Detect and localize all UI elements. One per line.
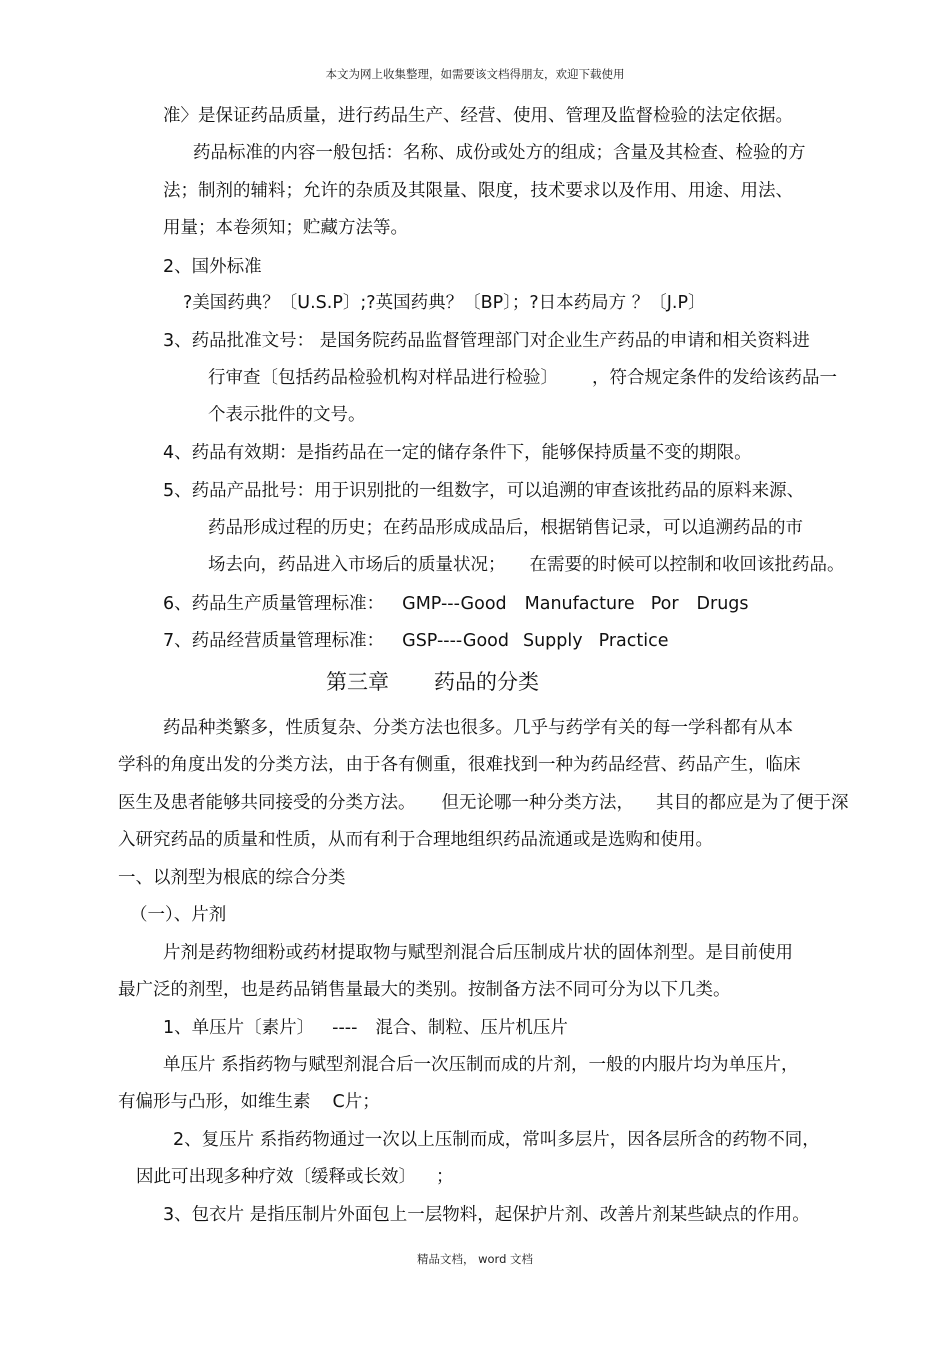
- text-segment: 7、药品经营质量管理标准：: [163, 631, 385, 651]
- text-line: 2、国外标准: [163, 257, 262, 277]
- text-line: ?美国药典？〔U.S.P〕;?英国药典？〔BP〕；?日本药局方 ？〔J.P〕: [183, 293, 706, 313]
- text-line: [118, 1090, 380, 1114]
- text-segment: 有偏形与凸形，如维生素: [118, 1092, 311, 1112]
- text-line: 片剂是药物细粉或药材提取物与赋型剂混合后压制成片状的固体剂型。是目前使用: [163, 943, 793, 963]
- text-segment: 场去向，药品进入市场后的质量状况；: [208, 555, 506, 575]
- text-segment: 医生及患者能够共同接受的分类方法。: [118, 793, 416, 813]
- text-line: 3、药品批准文号： 是国务院药品监督管理部门对企业生产药品的申请和相关资料进: [163, 331, 810, 351]
- text-line: [163, 592, 749, 616]
- text-line: [163, 1016, 568, 1040]
- text-segment: Supply: [522, 631, 583, 651]
- text-segment: 因此可出现多种疗效〔缓释或长效〕: [136, 1167, 416, 1187]
- chapter-title: [326, 668, 539, 696]
- text-line: [118, 791, 849, 815]
- text-segment: Por: [650, 594, 679, 614]
- text-line: 用量；本卷须知；贮藏方法等。: [163, 218, 408, 238]
- text-segment: ；: [436, 1167, 454, 1187]
- text-line: [208, 366, 837, 390]
- text-line: 2、复压片 系指药物通过一次以上压制而成，常叫多层片，因各层所含的药物不同，: [173, 1130, 820, 1150]
- text-segment: GSP----Good: [402, 631, 509, 651]
- text-line: 准〉是保证药品质量，进行药品生产、经营、使用、管理及监督检验的法定依据。: [163, 106, 793, 126]
- text-line: 最广泛的剂型，也是药品销售量最大的类别。按制备方法不同可分为以下几类。: [118, 980, 731, 1000]
- page-footer: 精品文档， word 文档: [416, 1252, 534, 1266]
- text-line: 3、包衣片 是指压制片外面包上一层物料，起保护片剂、改善片剂某些缺点的作用。: [163, 1205, 810, 1225]
- subsection-heading: （一）、片剂: [130, 905, 227, 925]
- text-segment: GMP---Good: [402, 594, 507, 614]
- text-segment: ----: [332, 1018, 358, 1038]
- text-segment: ，符合规定条件的发给该药品一: [592, 368, 837, 388]
- text-line: 药品标准的内容一般包括：名称、成份或处方的组成；含量及其检查、检验的方: [193, 143, 806, 163]
- text-line: 个表示批件的文号。: [208, 405, 366, 425]
- text-segment: Practice: [598, 631, 669, 651]
- text-line: 4、药品有效期：是指药品在一定的储存条件下，能够保持质量不变的期限。: [163, 443, 752, 463]
- text-line: [163, 629, 669, 653]
- chapter-number: 第三章: [326, 670, 389, 694]
- text-line: 药品形成过程的历史；在药品形成成品后，根据销售记录，可以追溯药品的市: [208, 518, 803, 538]
- text-segment: 行审查〔包括药品检验机构对样品进行检验〕: [208, 368, 558, 388]
- text-segment: C片；: [332, 1092, 380, 1112]
- text-line: 入研究药品的质量和性质，从而有利于合理地组织药品流通或是选购和使用。: [118, 830, 713, 850]
- text-line: 单压片 系指药物与赋型剂混合后一次压制而成的片剂，一般的内服片均为单压片，: [163, 1055, 799, 1075]
- chapter-name: 药品的分类: [434, 670, 539, 694]
- section-heading: 一、以剂型为根底的综合分类: [118, 868, 346, 888]
- text-line: 药品种类繁多，性质复杂、分类方法也很多。几乎与药学有关的每一学科都有从本: [163, 718, 793, 738]
- text-line: 学科的角度出发的分类方法，由于各有侧重，很难找到一种为药品经营、药品产生，临床: [118, 755, 801, 775]
- text-segment: 6、药品生产质量管理标准：: [163, 594, 385, 614]
- text-segment: Manufacture: [524, 594, 635, 614]
- text-segment: 混合、制粒、压片机压片: [375, 1018, 568, 1038]
- text-segment: Drugs: [696, 594, 749, 614]
- text-line: 法；制剂的辅料；允许的杂质及其限量、限度，技术要求以及作用、用途、用法、: [163, 181, 793, 201]
- text-segment: 在需要的时候可以控制和收回该批药品。: [529, 555, 845, 575]
- text-line: [136, 1165, 454, 1189]
- text-line: [208, 553, 845, 577]
- text-segment: 但无论哪一种分类方法，: [441, 793, 634, 813]
- text-segment: 1、单压片〔素片〕: [163, 1018, 315, 1038]
- text-line: 5、药品产品批号：用于识别批的一组数字，可以追溯的审查该批药品的原料来源、: [163, 481, 805, 501]
- text-segment: 其目的都应是为了便于深: [656, 793, 849, 813]
- page-header: 本文为网上收集整理，如需要该文档得朋友，欢迎下载使用: [325, 67, 625, 81]
